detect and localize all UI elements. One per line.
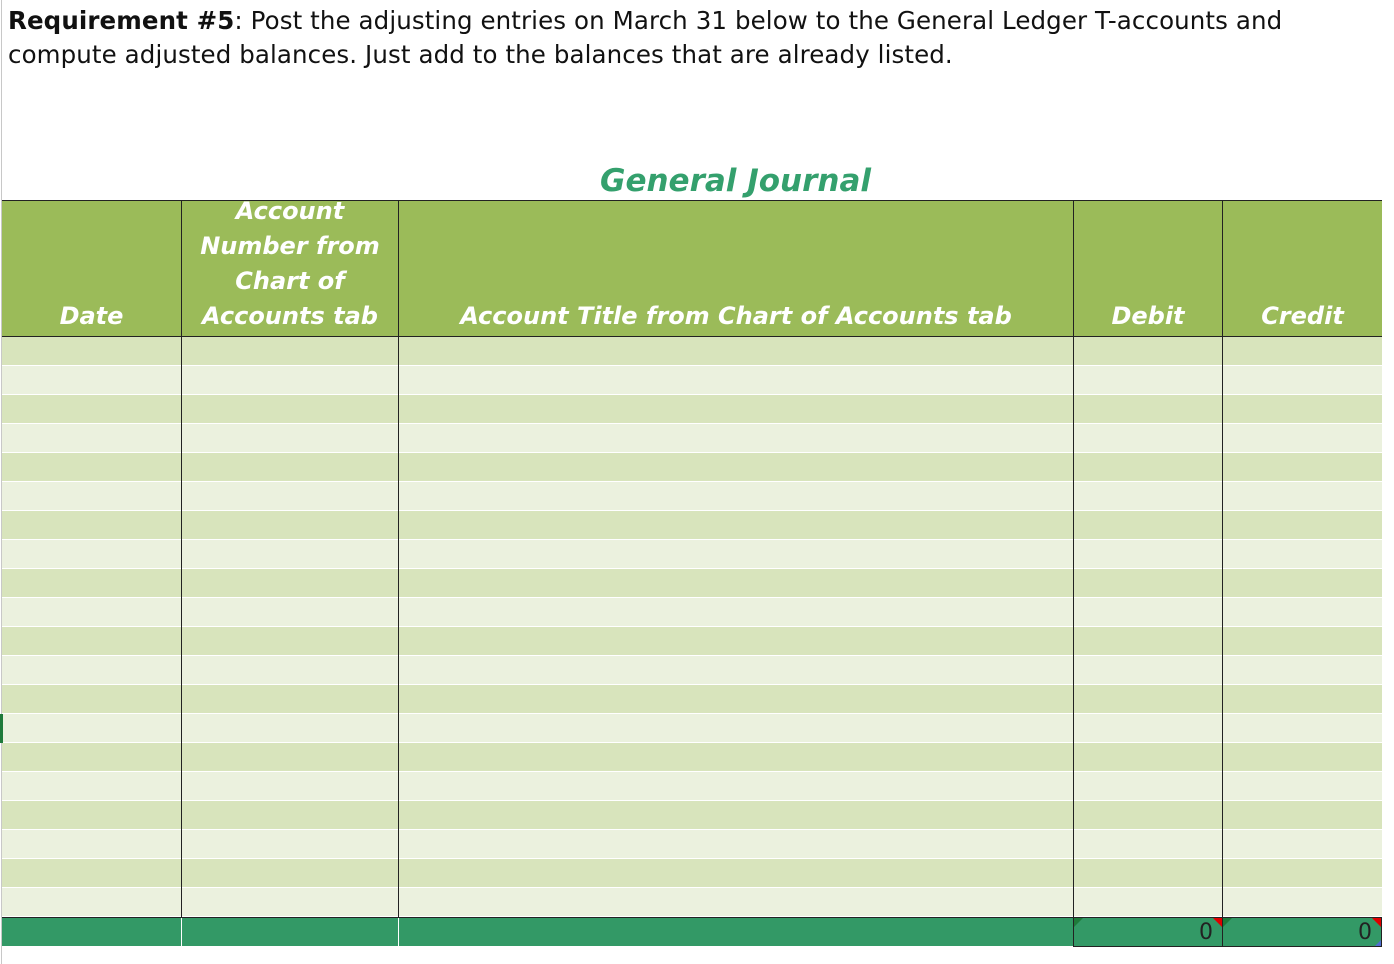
journal-entry-row [2,888,1382,917]
comment-indicator-icon [1213,918,1222,927]
requirement-label: Requirement #5 [8,6,235,35]
entry-debit-cell[interactable] [1073,511,1222,540]
entry-debit-cell[interactable] [1073,540,1222,569]
journal-entry-row [2,569,1382,598]
entry-debit-cell[interactable] [1073,888,1222,917]
row-selection-marker [0,714,3,743]
requirement-instructions [8,4,1388,72]
entry-account-number-cell[interactable] [181,627,398,656]
entry-credit-cell[interactable] [1222,598,1382,627]
entry-debit-cell[interactable] [1073,830,1222,859]
entry-date-cell[interactable] [2,656,181,685]
entry-account-title-cell[interactable] [398,366,1073,395]
entry-account-title-cell[interactable] [398,511,1073,540]
journal-entry-row [2,337,1382,366]
journal-entry-row [2,424,1382,453]
entry-account-number-cell[interactable] [181,656,398,685]
entry-debit-cell[interactable] [1073,424,1222,453]
entry-credit-cell[interactable] [1222,540,1382,569]
entry-credit-cell[interactable] [1222,656,1382,685]
entry-credit-cell[interactable] [1222,511,1382,540]
journal-entry-row [2,366,1382,395]
entry-debit-cell[interactable] [1073,714,1222,743]
entry-credit-cell[interactable] [1222,453,1382,482]
entry-credit-cell[interactable] [1222,772,1382,801]
entry-date-cell[interactable] [2,337,181,366]
entry-credit-cell[interactable] [1222,714,1382,743]
entry-account-title-cell[interactable] [398,801,1073,830]
entry-account-title-cell[interactable] [398,424,1073,453]
entry-date-cell[interactable] [2,424,181,453]
requirement-text: : Post the adjusting entries on March 31 below to the General Ledger T-accounts and compute adjusted balances. Just add to the balances that are already listed. [8,6,1283,69]
entry-account-title-cell[interactable] [398,569,1073,598]
header-account-title[interactable]: Account Title from Chart of Accounts tab [398,201,1073,336]
entry-account-title-cell[interactable] [398,598,1073,627]
cell-indicator-icon [1223,918,1232,927]
entry-date-cell[interactable] [2,830,181,859]
fill-handle-icon[interactable] [1375,940,1381,946]
entry-date-cell[interactable] [2,627,181,656]
total-debit-cell[interactable] [1073,917,1223,947]
entry-account-number-cell[interactable] [181,743,398,772]
entry-date-cell[interactable] [2,540,181,569]
entry-debit-cell[interactable] [1073,598,1222,627]
journal-entry-row [2,540,1382,569]
entry-credit-cell[interactable] [1222,801,1382,830]
entry-date-cell[interactable] [2,569,181,598]
entry-debit-cell[interactable] [1073,743,1222,772]
journal-entry-row [2,801,1382,830]
entry-account-number-cell[interactable] [181,830,398,859]
entry-debit-cell[interactable] [1073,337,1222,366]
journal-entry-row [2,714,1382,743]
total-debit-value: 0 [1199,920,1213,945]
journal-entry-row [2,685,1382,714]
entry-debit-cell[interactable] [1073,627,1222,656]
entry-date-cell[interactable] [2,511,181,540]
total-credit-cell[interactable] [1222,917,1382,947]
entry-debit-cell[interactable] [1073,772,1222,801]
entry-credit-cell[interactable] [1222,859,1382,888]
entry-debit-cell[interactable] [1073,801,1222,830]
entry-date-cell[interactable] [2,482,181,511]
journal-entry-row [2,482,1382,511]
journal-entry-row [2,772,1382,801]
total-account-title-cell[interactable] [398,918,1073,947]
total-account-number-cell[interactable] [181,918,398,947]
journal-entry-row [2,453,1382,482]
entry-account-title-cell[interactable] [398,395,1073,424]
journal-entry-row [2,395,1382,424]
entry-debit-cell[interactable] [1073,453,1222,482]
entry-account-title-cell[interactable] [398,685,1073,714]
comment-indicator-icon [1372,918,1381,927]
cell-indicator-icon [1074,918,1083,927]
entry-account-number-cell[interactable] [181,424,398,453]
entry-account-number-cell[interactable] [181,859,398,888]
entry-debit-cell[interactable] [1073,366,1222,395]
entry-account-title-cell[interactable] [398,743,1073,772]
journal-entry-row [2,627,1382,656]
entry-account-number-cell[interactable] [181,569,398,598]
entry-account-number-cell[interactable] [181,453,398,482]
entry-date-cell[interactable] [2,859,181,888]
entry-account-number-cell[interactable] [181,714,398,743]
general-journal-table [2,197,1382,946]
journal-entry-row [2,656,1382,685]
entry-credit-cell[interactable] [1222,569,1382,598]
journal-entry-rows [2,337,1382,917]
entry-account-title-cell[interactable] [398,337,1073,366]
entry-date-cell[interactable] [2,366,181,395]
entry-date-cell[interactable] [2,598,181,627]
entry-account-number-cell[interactable] [181,540,398,569]
entry-account-number-cell[interactable] [181,511,398,540]
journal-entry-row [2,859,1382,888]
entry-account-title-cell[interactable] [398,656,1073,685]
entry-date-cell[interactable] [2,685,181,714]
entry-credit-cell[interactable] [1222,830,1382,859]
entry-account-number-cell[interactable] [181,801,398,830]
header-credit[interactable]: Credit [1222,201,1382,336]
journal-total-row [2,917,1382,946]
journal-header-row [2,197,1382,337]
entry-credit-cell[interactable] [1222,424,1382,453]
header-debit[interactable]: Debit [1073,201,1222,336]
journal-entry-row [2,743,1382,772]
entry-debit-cell[interactable] [1073,482,1222,511]
entry-credit-cell[interactable] [1222,395,1382,424]
entry-credit-cell[interactable] [1222,482,1382,511]
total-credit-value: 0 [1358,920,1372,945]
entry-account-title-cell[interactable] [398,859,1073,888]
entry-account-number-cell[interactable] [181,482,398,511]
entry-account-number-cell[interactable] [181,598,398,627]
entry-debit-cell[interactable] [1073,395,1222,424]
entry-credit-cell[interactable] [1222,743,1382,772]
entry-account-number-cell[interactable] [181,337,398,366]
journal-entry-row [2,598,1382,627]
header-account-number[interactable]: Account Number from Chart of Accounts tab [181,201,398,336]
entry-credit-cell[interactable] [1222,685,1382,714]
journal-entry-row [2,511,1382,540]
entry-account-number-cell[interactable] [181,395,398,424]
entry-debit-cell[interactable] [1073,859,1222,888]
entry-date-cell[interactable] [2,801,181,830]
entry-debit-cell[interactable] [1073,569,1222,598]
entry-date-cell[interactable] [2,772,181,801]
total-date-cell[interactable] [2,918,181,947]
entry-account-number-cell[interactable] [181,888,398,917]
entry-account-title-cell[interactable] [398,627,1073,656]
journal-entry-row [2,830,1382,859]
entry-credit-cell[interactable] [1222,627,1382,656]
entry-account-title-cell[interactable] [398,714,1073,743]
entry-account-title-cell[interactable] [398,540,1073,569]
entry-credit-cell[interactable] [1222,366,1382,395]
entry-account-number-cell[interactable] [181,366,398,395]
entry-account-number-cell[interactable] [181,772,398,801]
journal-title: General Journal [600,163,871,199]
entry-account-number-cell[interactable] [181,685,398,714]
entry-credit-cell[interactable] [1222,337,1382,366]
entry-account-title-cell[interactable] [398,772,1073,801]
entry-date-cell[interactable] [2,395,181,424]
entry-credit-cell[interactable] [1222,888,1382,917]
entry-account-title-cell[interactable] [398,830,1073,859]
entry-date-cell[interactable] [2,714,181,743]
entry-date-cell[interactable] [2,453,181,482]
entry-account-title-cell[interactable] [398,888,1073,917]
header-date[interactable]: Date [59,302,124,330]
entry-debit-cell[interactable] [1073,685,1222,714]
entry-date-cell[interactable] [2,888,181,917]
entry-account-title-cell[interactable] [398,482,1073,511]
entry-debit-cell[interactable] [1073,656,1222,685]
entry-account-title-cell[interactable] [398,453,1073,482]
entry-date-cell[interactable] [2,743,181,772]
